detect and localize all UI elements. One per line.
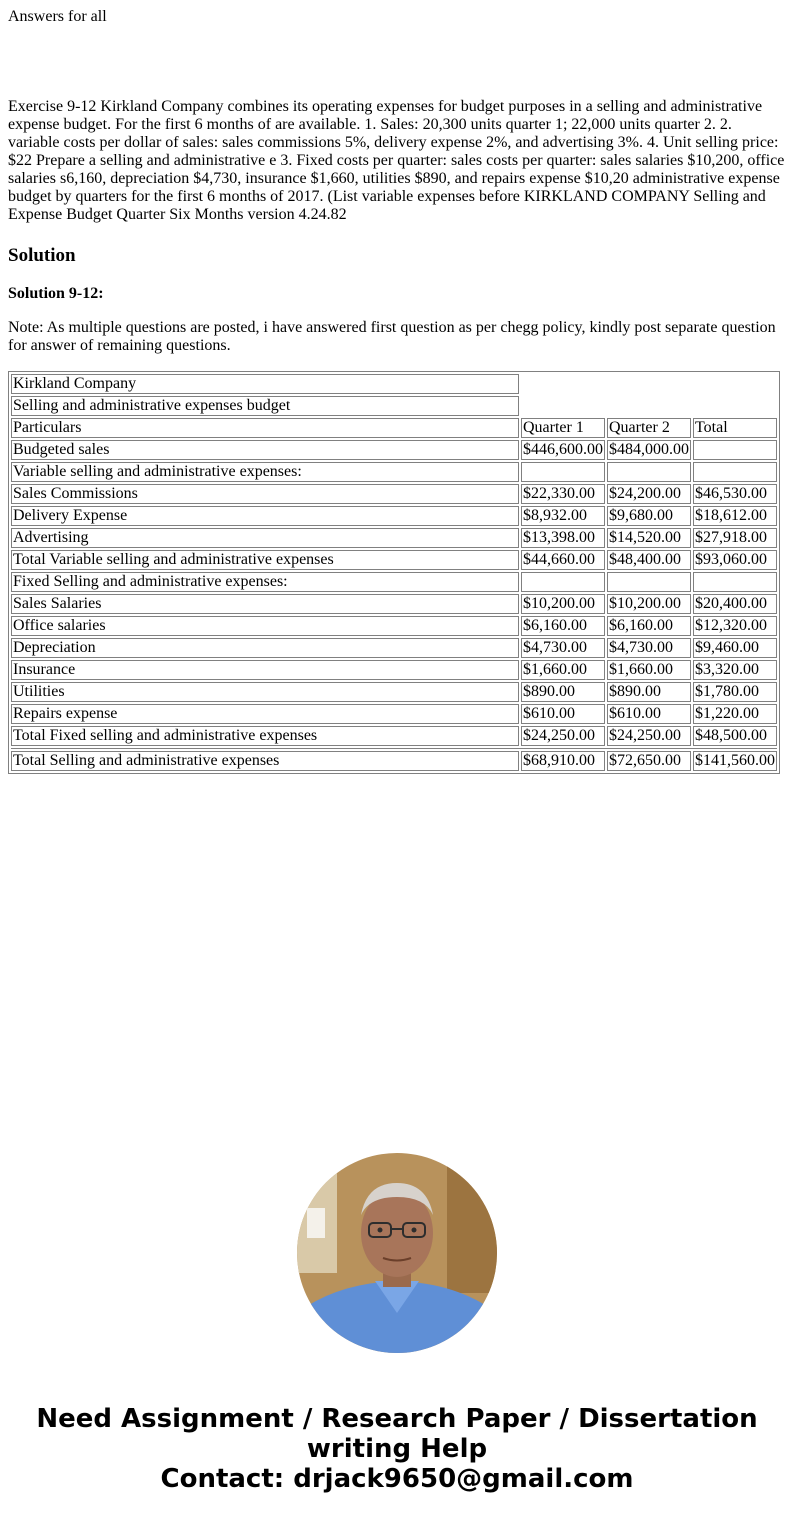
contact-footer xyxy=(0,1404,794,1494)
row-label: Utilities xyxy=(11,682,519,702)
row-quarter-1: $890.00 xyxy=(521,682,605,702)
site-header-text: Answers for all xyxy=(8,8,107,25)
row-quarter-2: $6,160.00 xyxy=(607,616,691,636)
table-row xyxy=(11,616,777,636)
row-quarter-1: $10,200.00 xyxy=(521,594,605,614)
row-quarter-2 xyxy=(607,462,691,482)
row-divider xyxy=(11,748,777,749)
question-text: Exercise 9-12 Kirkland Company combines its operating expenses for budget purposes in a selling and administrative expense budget. For the first 6 months of are available. 1. Sales: 20,300 units quarter 1; 22,000 units quarter 2. 2. variable costs per dollar of sales: sales commissions 5%, delivery expense 2%, and advertising 3%. 4. Unit selling price: $22 Prepare a selling and administrative e 3. Fixed costs per quarter: sales costs per quarter: sales salaries $10,200, office salaries s6,160, depreciation $4,730, insurance $1,660, utilities $890, and repairs expense $10,20 administrative expense budget by quarters for the first 6 months of 2017. (List variable expenses before KIRKLAND COMPANY Selling and Expense Budget Quarter Six Months version 4.24.82 xyxy=(8,98,785,223)
page-content xyxy=(8,8,786,774)
row-total: $12,320.00 xyxy=(693,616,777,636)
row-quarter-1: $68,910.00 xyxy=(521,751,605,771)
row-quarter-2: $890.00 xyxy=(607,682,691,702)
table-row xyxy=(11,704,777,724)
row-label: Depreciation xyxy=(11,638,519,658)
row-total xyxy=(693,462,777,482)
row-quarter-1: $6,160.00 xyxy=(521,616,605,636)
row-quarter-1: $24,250.00 xyxy=(521,726,605,746)
table-row xyxy=(11,726,777,746)
row-total: $46,530.00 xyxy=(693,484,777,504)
row-quarter-2: $24,200.00 xyxy=(607,484,691,504)
table-row xyxy=(11,638,777,658)
row-label: Office salaries xyxy=(11,616,519,636)
header-quarter-2: Quarter 2 xyxy=(607,418,691,438)
row-quarter-1 xyxy=(521,572,605,592)
row-quarter-2: $1,660.00 xyxy=(607,660,691,680)
table-row xyxy=(11,440,777,460)
header-total: Total xyxy=(693,418,777,438)
row-label: Delivery Expense xyxy=(11,506,519,526)
row-quarter-2: $48,400.00 xyxy=(607,550,691,570)
table-row xyxy=(11,572,777,592)
row-quarter-2: $9,680.00 xyxy=(607,506,691,526)
row-quarter-1: $13,398.00 xyxy=(521,528,605,548)
row-quarter-2: $610.00 xyxy=(607,704,691,724)
row-total xyxy=(693,572,777,592)
row-label: Insurance xyxy=(11,660,519,680)
footer-line-1: Need Assignment / Research Paper / Dissertation xyxy=(36,1404,758,1434)
row-total: $3,320.00 xyxy=(693,660,777,680)
row-quarter-1: $610.00 xyxy=(521,704,605,724)
row-quarter-2 xyxy=(607,572,691,592)
row-quarter-1: $8,932.00 xyxy=(521,506,605,526)
company-name-cell: Kirkland Company xyxy=(11,374,519,394)
row-quarter-2: $14,520.00 xyxy=(607,528,691,548)
header-quarter-1: Quarter 1 xyxy=(521,418,605,438)
table-row-budget-title xyxy=(11,396,777,416)
row-label: Fixed Selling and administrative expenses: xyxy=(11,572,519,592)
table-row-spacer xyxy=(11,748,777,749)
row-total: $1,220.00 xyxy=(693,704,777,724)
header-particulars: Particulars xyxy=(11,418,519,438)
footer-line-2: writing Help xyxy=(306,1434,488,1464)
empty-cell xyxy=(521,374,777,394)
row-total: $20,400.00 xyxy=(693,594,777,614)
row-label: Advertising xyxy=(11,528,519,548)
row-quarter-2: $10,200.00 xyxy=(607,594,691,614)
row-total: $9,460.00 xyxy=(693,638,777,658)
row-total: $141,560.00 xyxy=(695,752,775,769)
table-row xyxy=(11,660,777,680)
row-quarter-1: $4,730.00 xyxy=(521,638,605,658)
row-label: Total Fixed selling and administrative expenses xyxy=(11,726,519,746)
row-quarter-2: $72,650.00 xyxy=(607,751,691,771)
table-row xyxy=(11,550,777,570)
table-header-row xyxy=(11,418,777,438)
table-row xyxy=(11,484,777,504)
row-quarter-2: $4,730.00 xyxy=(607,638,691,658)
row-total: $1,780.00 xyxy=(693,682,777,702)
footer-contact-line: Contact: drjack9650@gmail.com xyxy=(160,1464,634,1494)
row-label: Sales Commissions xyxy=(11,484,519,504)
solution-note: Note: As multiple questions are posted, i have answered first question as per chegg policy, kindly post separate question for answer of remaining questions. xyxy=(8,319,776,354)
budget-table xyxy=(8,371,780,774)
table-row-grand-total xyxy=(11,751,777,771)
row-total: $27,918.00 xyxy=(693,528,777,548)
row-quarter-1: $1,660.00 xyxy=(521,660,605,680)
row-quarter-2: $484,000.00 xyxy=(609,441,689,458)
row-label: Variable selling and administrative expenses: xyxy=(11,462,519,482)
author-photo-illustration xyxy=(297,1153,497,1353)
row-quarter-1: $44,660.00 xyxy=(521,550,605,570)
author-avatar xyxy=(297,1153,497,1353)
table-row xyxy=(11,528,777,548)
row-label: Sales Salaries xyxy=(11,594,519,614)
row-total: $18,612.00 xyxy=(693,506,777,526)
row-label: Total Selling and administrative expenses xyxy=(11,751,519,771)
table-row xyxy=(11,594,777,614)
empty-cell xyxy=(521,396,777,416)
table-row xyxy=(11,506,777,526)
row-total xyxy=(693,440,777,460)
row-label: Total Variable selling and administrative expenses xyxy=(11,550,519,570)
header-spacer xyxy=(8,26,786,98)
budget-title-cell: Selling and administrative expenses budget xyxy=(11,396,519,416)
table-row xyxy=(11,462,777,482)
row-quarter-2: $24,250.00 xyxy=(607,726,691,746)
row-quarter-1: $446,600.00 xyxy=(523,441,603,458)
row-label: Budgeted sales xyxy=(11,440,519,460)
row-label: Repairs expense xyxy=(11,704,519,724)
row-total: $48,500.00 xyxy=(693,726,777,746)
table-row-company xyxy=(11,374,777,394)
solution-subheading: Solution 9-12: xyxy=(8,285,104,302)
row-quarter-1: $22,330.00 xyxy=(521,484,605,504)
table-row xyxy=(11,682,777,702)
solution-heading: Solution xyxy=(8,245,76,266)
row-total: $93,060.00 xyxy=(693,550,777,570)
row-quarter-1 xyxy=(521,462,605,482)
